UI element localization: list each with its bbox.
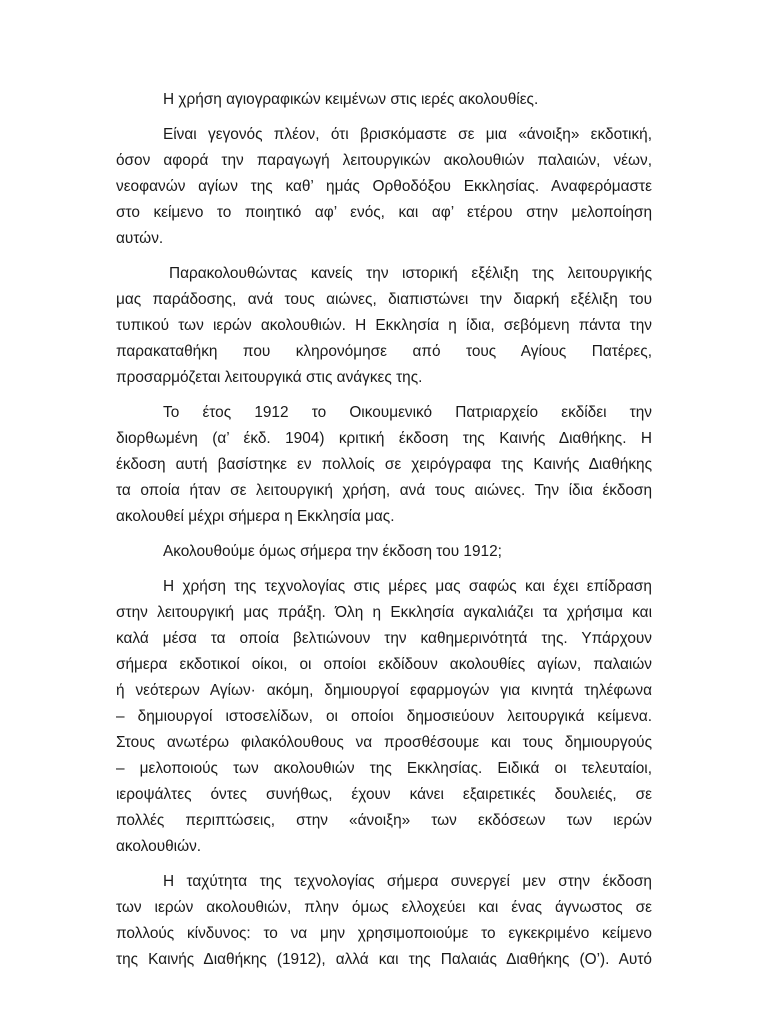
text-line: – δημιουργοί ιστοσελίδων, οι οποίοι δημοσιεύουν λειτουργικά κείμενα. xyxy=(116,708,652,725)
text-line: Η ταχύτητα της τεχνολογίας σήμερα συνεργεί μεν στην έκδοση xyxy=(163,873,652,890)
text-line: παρακαταθήκη που κληρονόμησε από τους Αγίους Πατέρες, xyxy=(116,343,652,360)
text-line: ιεροψάλτες όντες συνήθως, έχουν κάνει εξαιρετικές δουλειές, σε xyxy=(116,786,652,803)
text-line: Ακολουθούμε όμως σήμερα την έκδοση του 1912; xyxy=(163,543,502,560)
text-line: της Καινής Διαθήκης (1912), αλλά και της Παλαιάς Διαθήκης (Ο’). Αυτό xyxy=(116,951,652,968)
text-line: αυτών. xyxy=(116,230,164,247)
text-line: μας παράδοσης, ανά τους αιώνες, διαπιστώνει την διαρκή εξέλιξη του xyxy=(116,291,652,308)
text-line: ακολουθεί μέχρι σήμερα η Εκκλησία μας. xyxy=(116,508,395,525)
text-line: προσαρμόζεται λειτουργικά στις ανάγκες της. xyxy=(116,369,423,386)
text-line: όσον αφορά την παραγωγή λειτουργικών ακολουθιών παλαιών, νέων, xyxy=(116,152,652,169)
text-line: πολλές περιπτώσεις, στην «άνοιξη» των εκδόσεων των ιερών xyxy=(116,812,652,829)
text-line: διορθωμένη (α’ έκδ. 1904) κριτική έκδοση της Καινής Διαθήκης. Η xyxy=(116,430,652,447)
text-line: ή νεότερων Αγίων· ακόμη, δημιουργοί εφαρμογών για κινητά τηλέφωνα xyxy=(116,682,652,699)
text-line: καλά μέσα τα οποία βελτιώνουν την καθημερινότητά της. Υπάρχουν xyxy=(116,630,652,647)
text-line: στο κείμενο το ποιητικό αφ’ ενός, και αφ’ ετέρου στην μελοποίηση xyxy=(116,204,652,221)
document-title: Η χρήση αγιογραφικών κειμένων στις ιερές ακολουθίες. xyxy=(163,91,539,108)
text-line: τα οποία ήταν σε λειτουργική χρήση, ανά τους αιώνες. Την ίδια έκδοση xyxy=(116,482,652,499)
text-line: νεοφανών αγίων της καθ’ ημάς Ορθοδόξου Εκκλησίας. Αναφερόμαστε xyxy=(116,178,652,195)
text-line: σήμερα εκδοτικοί οίκοι, οι οποίοι εκδίδουν ακολουθίες αγίων, παλαιών xyxy=(116,656,652,673)
text-line: Το έτος 1912 το Οικουμενικό Πατριαρχείο εκδίδει την xyxy=(163,404,652,421)
text-line: στην λειτουργική μας πράξη. Όλη η Εκκλησία αγκαλιάζει τα χρήσιμα και xyxy=(116,604,652,621)
text-line: Η χρήση της τεχνολογίας στις μέρες μας σαφώς και έχει επίδραση xyxy=(163,578,652,595)
text-line: των ιερών ακολουθιών, πλην όμως ελλοχεύει και ένας άγνωστος σε xyxy=(116,899,652,916)
text-line: Παρακολουθώντας κανείς την ιστορική εξέλιξη της λειτουργικής xyxy=(169,265,652,282)
text-line: ακολουθιών. xyxy=(116,838,202,855)
text-line: Στους ανωτέρω φιλακόλουθους να προσθέσουμε και τους δημιουργούς xyxy=(116,734,652,751)
text-line: έκδοση αυτή βασίστηκε εν πολλοίς σε χειρόγραφα της Καινής Διαθήκης xyxy=(116,456,652,473)
text-line: Είναι γεγονός πλέον, ότι βρισκόμαστε σε μια «άνοιξη» εκδοτική, xyxy=(163,126,652,143)
text-line: – μελοποιούς των ακολουθιών της Εκκλησίας. Ειδικά οι τελευταίοι, xyxy=(116,760,652,777)
text-line: πολλούς κίνδυνος: το να μην χρησιμοποιούμε το εγκεκριμένο κείμενο xyxy=(116,925,652,942)
text-line: τυπικού των ιερών ακολουθιών. Η Εκκλησία η ίδια, σεβόμενη πάντα την xyxy=(116,317,652,334)
